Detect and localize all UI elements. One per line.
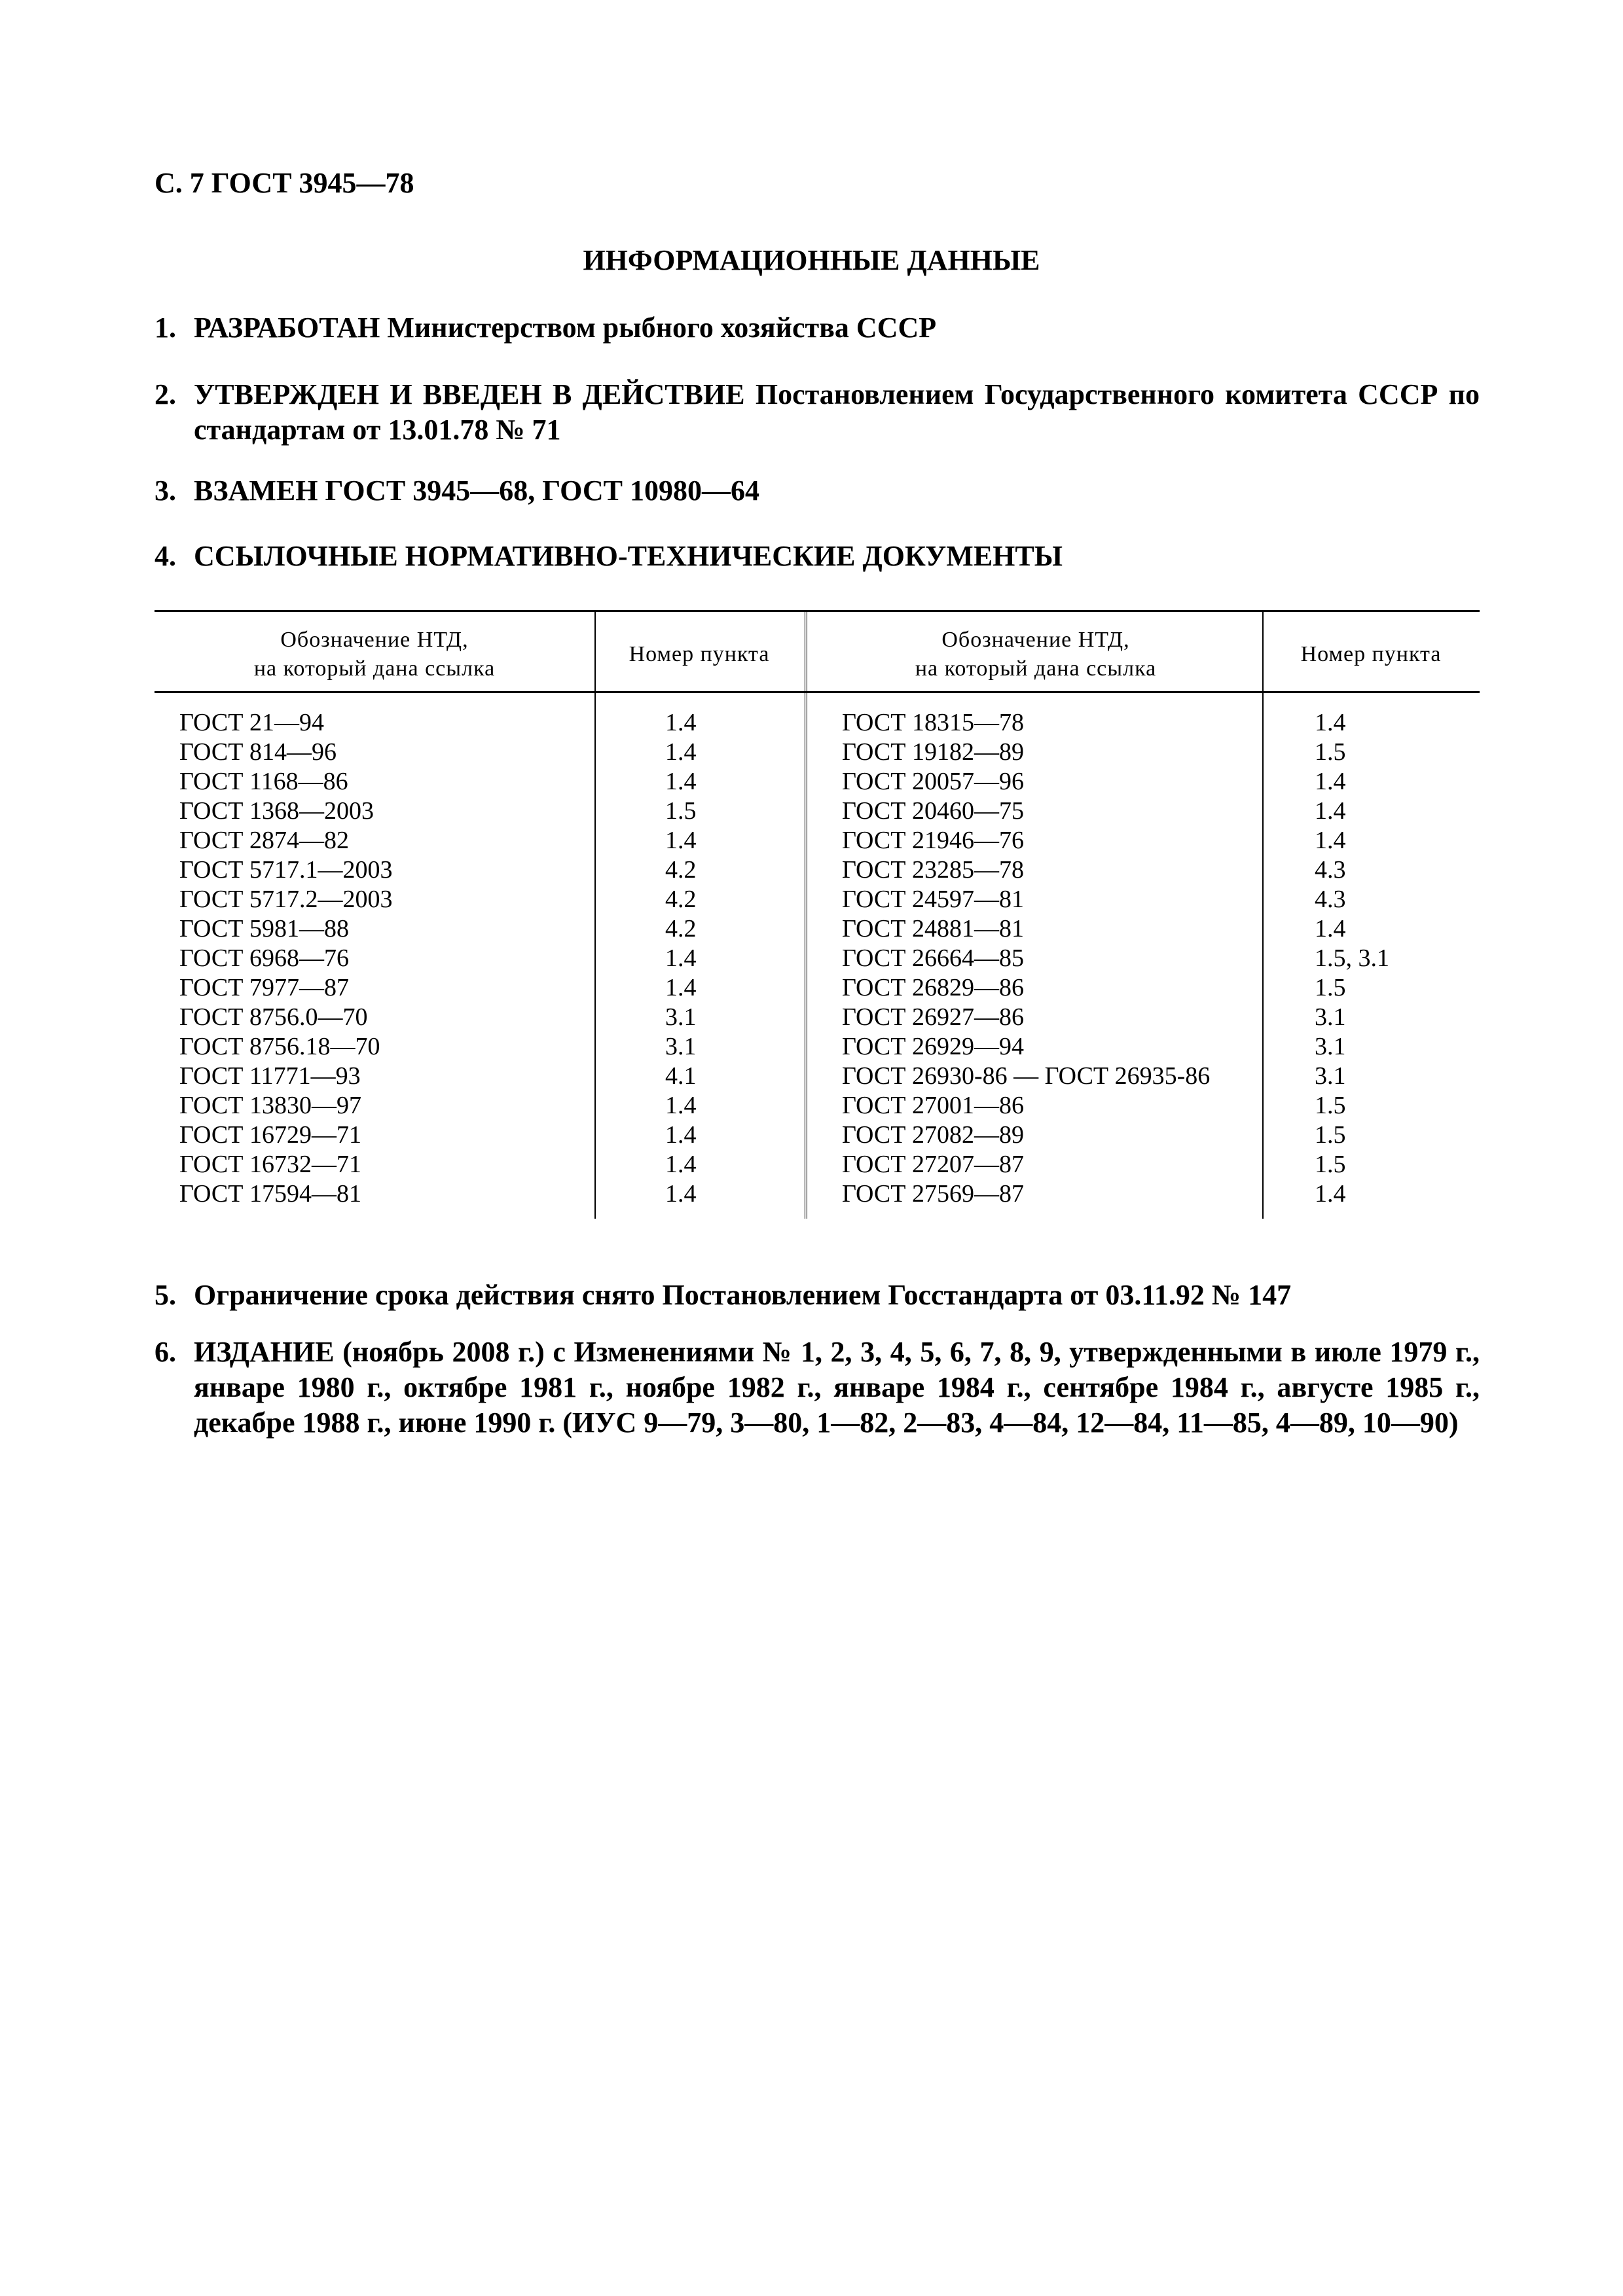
- document-designation-cell: ГОСТ 27082—89: [842, 1121, 1024, 1149]
- document-designation-cell: ГОСТ 27207—87: [842, 1151, 1024, 1178]
- item-number: 4.: [155, 540, 176, 572]
- column-left-documents: [179, 708, 393, 1209]
- table-column-divider: [1262, 610, 1264, 1219]
- clause-number-cell: 1.5: [1315, 974, 1346, 1001]
- item-text: УТВЕРЖДЕН И ВВЕДЕН В ДЕЙСТВИЕ Постановлением Государственного комитета СССР по стандартам от 13.01.78 № 71: [194, 378, 1480, 446]
- clause-number-cell: 1.5: [1315, 1121, 1346, 1149]
- document-designation-cell: ГОСТ 21—94: [179, 709, 324, 736]
- header-line: Обозначение НТД,: [941, 628, 1130, 652]
- document-designation-cell: ГОСТ 26829—86: [842, 974, 1024, 1001]
- clause-number-cell: 4.1: [665, 1062, 697, 1090]
- table-center-divider: [805, 610, 811, 1219]
- clause-number-cell: 3.1: [665, 1003, 697, 1031]
- document-designation-cell: ГОСТ 26929—94: [842, 1033, 1024, 1060]
- document-designation-cell: ГОСТ 19182—89: [842, 738, 1024, 766]
- clause-number-cell: 1.4: [665, 768, 697, 795]
- item-text: ССЫЛОЧНЫЕ НОРМАТИВНО-ТЕХНИЧЕСКИЕ ДОКУМЕНТЫ: [194, 540, 1063, 572]
- item-number: 5.: [155, 1279, 176, 1311]
- info-item-references: [155, 539, 1480, 574]
- document-designation-cell: ГОСТ 5717.1—2003: [179, 856, 393, 884]
- document-designation-cell: ГОСТ 24881—81: [842, 915, 1024, 942]
- document-designation-cell: ГОСТ 814—96: [179, 738, 337, 766]
- reference-documents-table: [155, 610, 1480, 1219]
- clause-number-cell: 4.2: [665, 856, 697, 884]
- info-item-validity: [155, 1278, 1480, 1313]
- document-designation-cell: ГОСТ 27569—87: [842, 1180, 1024, 1208]
- page-header: С. 7 ГОСТ 3945—78: [155, 167, 414, 199]
- clause-number-cell: 1.4: [665, 827, 697, 854]
- clause-number-cell: 1.4: [665, 1092, 697, 1119]
- column-right-clauses: [1315, 708, 1389, 1209]
- document-designation-cell: ГОСТ 26927—86: [842, 1003, 1024, 1031]
- document-designation-cell: ГОСТ 26930-86 — ГОСТ 26935-86: [842, 1062, 1211, 1090]
- clause-number-cell: 4.3: [1315, 856, 1346, 884]
- item-number: 1.: [155, 312, 176, 344]
- item-text: РАЗРАБОТАН Министерством рыбного хозяйства СССР: [194, 312, 937, 344]
- document-designation-cell: ГОСТ 20057—96: [842, 768, 1024, 795]
- table-column-divider: [594, 610, 596, 1219]
- clause-number-cell: 3.1: [1315, 1003, 1346, 1031]
- document-designation-cell: ГОСТ 17594—81: [179, 1180, 361, 1208]
- clause-number-cell: 1.5: [1315, 1151, 1346, 1178]
- document-designation-cell: ГОСТ 13830—97: [179, 1092, 361, 1119]
- item-text: ИЗДАНИЕ (ноябрь 2008 г.) с Изменениями № 1, 2, 3, 4, 5, 6, 7, 8, 9, утвержденными в июле 1979 г., январе 1980 г., октябре 1981 г., ноябре 1982 г., январе 1984 г., сентябре 1984 г., августе 1985 г., декабре 1988 г., июне 1990 г. (ИУС 9—79, 3—80, 1—82, 2—83, 4—84, 12—84, 11—85, 4—89, 10—90): [194, 1336, 1480, 1439]
- document-designation-cell: ГОСТ 5981—88: [179, 915, 349, 942]
- clause-number-cell: 1.5: [665, 797, 697, 825]
- clause-number-cell: 1.4: [665, 1121, 697, 1149]
- clause-number-cell: 1.4: [665, 974, 697, 1001]
- clause-number-cell: 4.2: [665, 915, 697, 942]
- document-designation-cell: ГОСТ 24597—81: [842, 886, 1024, 913]
- document-designation-cell: ГОСТ 21946—76: [842, 827, 1024, 854]
- clause-number-cell: 1.4: [665, 738, 697, 766]
- clause-number-cell: 1.5: [1315, 1092, 1346, 1119]
- document-designation-cell: ГОСТ 8756.18—70: [179, 1033, 380, 1060]
- document-designation-cell: ГОСТ 23285—78: [842, 856, 1024, 884]
- info-item-approved: [155, 377, 1480, 448]
- clause-number-cell: 4.3: [1315, 886, 1346, 913]
- info-item-replaces: [155, 473, 1480, 509]
- header-designation-right: [809, 622, 1262, 687]
- document-designation-cell: ГОСТ 26664—85: [842, 944, 1024, 972]
- header-line: Обозначение НТД,: [280, 628, 469, 652]
- document-designation-cell: ГОСТ 11771—93: [179, 1062, 361, 1090]
- info-item-edition: [155, 1335, 1480, 1441]
- clause-number-cell: 1.4: [1315, 1180, 1346, 1208]
- item-text: Ограничение срока действия снято Постановлением Госстандарта от 03.11.92 № 147: [194, 1279, 1292, 1311]
- column-left-clauses: [665, 708, 697, 1209]
- item-number: 3.: [155, 475, 176, 507]
- header-line: на который дана ссылка: [915, 656, 1157, 681]
- clause-number-cell: 1.4: [665, 1180, 697, 1208]
- clause-number-cell: 4.2: [665, 886, 697, 913]
- clause-number-cell: 1.5, 3.1: [1315, 944, 1389, 972]
- item-text: ВЗАМЕН ГОСТ 3945—68, ГОСТ 10980—64: [194, 475, 760, 507]
- clause-number-cell: 1.4: [1315, 709, 1346, 736]
- document-designation-cell: ГОСТ 2874—82: [179, 827, 349, 854]
- document-designation-cell: ГОСТ 1368—2003: [179, 797, 374, 825]
- document-designation-cell: ГОСТ 16729—71: [179, 1121, 361, 1149]
- clause-number-cell: 1.4: [1315, 827, 1346, 854]
- clause-number-cell: 1.4: [1315, 915, 1346, 942]
- header-clause-left: [594, 622, 804, 687]
- clause-number-cell: 1.4: [665, 709, 697, 736]
- table-header-rule: [155, 691, 1480, 693]
- header-line: Номер пункта: [1300, 642, 1442, 666]
- item-number: 6.: [155, 1336, 176, 1368]
- clause-number-cell: 3.1: [1315, 1062, 1346, 1090]
- document-designation-cell: ГОСТ 18315—78: [842, 709, 1024, 736]
- column-right-documents: [842, 708, 1210, 1209]
- clause-number-cell: 1.4: [1315, 768, 1346, 795]
- clause-number-cell: 1.4: [665, 944, 697, 972]
- document-designation-cell: ГОСТ 6968—76: [179, 944, 349, 972]
- document-designation-cell: ГОСТ 20460—75: [842, 797, 1024, 825]
- item-number: 2.: [155, 378, 176, 410]
- clause-number-cell: 1.4: [1315, 797, 1346, 825]
- clause-number-cell: 1.4: [665, 1151, 697, 1178]
- document-designation-cell: ГОСТ 1168—86: [179, 768, 348, 795]
- info-item-developed: [155, 310, 1480, 346]
- header-designation-left: [155, 622, 594, 687]
- clause-number-cell: 1.5: [1315, 738, 1346, 766]
- section-title: ИНФОРМАЦИОННЫЕ ДАННЫЕ: [583, 244, 1040, 276]
- clause-number-cell: 3.1: [1315, 1033, 1346, 1060]
- document-designation-cell: ГОСТ 7977—87: [179, 974, 349, 1001]
- clause-number-cell: 3.1: [665, 1033, 697, 1060]
- header-clause-right: [1262, 622, 1480, 687]
- document-designation-cell: ГОСТ 27001—86: [842, 1092, 1024, 1119]
- table-top-rule: [155, 610, 1480, 612]
- document-designation-cell: ГОСТ 8756.0—70: [179, 1003, 368, 1031]
- header-line: на который дана ссылка: [253, 656, 496, 681]
- header-line: Номер пункта: [629, 642, 770, 666]
- document-designation-cell: ГОСТ 16732—71: [179, 1151, 361, 1178]
- document-designation-cell: ГОСТ 5717.2—2003: [179, 886, 393, 913]
